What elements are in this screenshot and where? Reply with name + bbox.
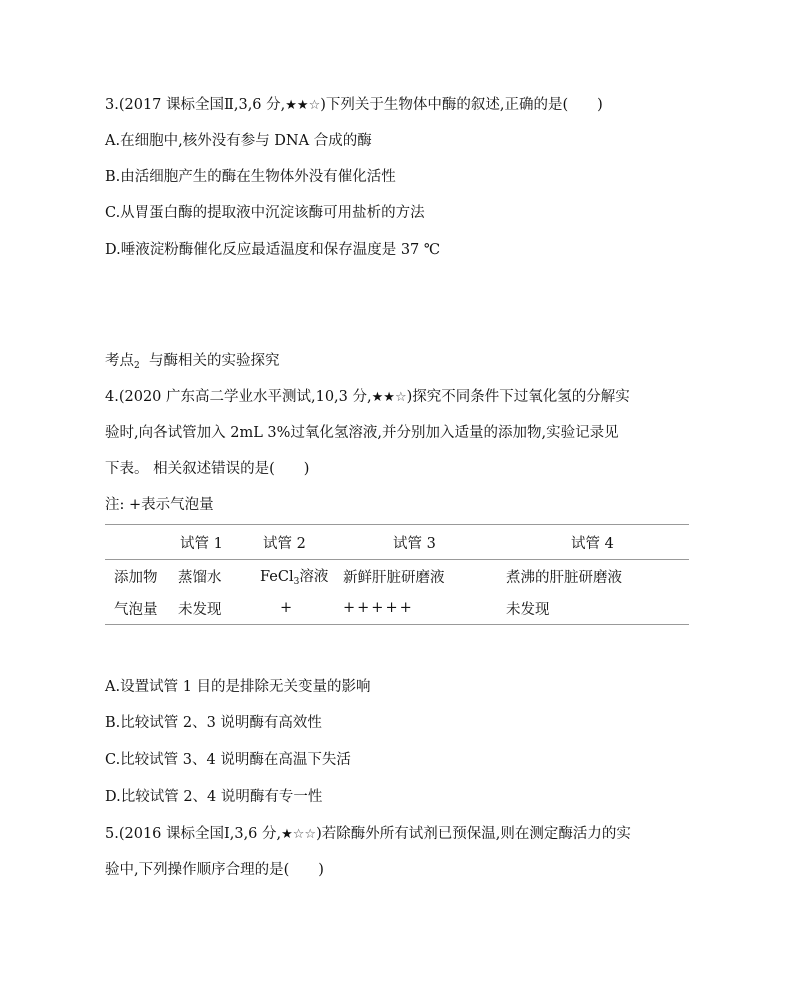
table-cell: 煮沸的肝脏研磨液	[506, 569, 622, 586]
section-heading	[105, 351, 279, 376]
table-cell: 蒸馏水	[178, 569, 222, 586]
table-row	[105, 592, 689, 625]
q3-source: 3.(2017 课标全国Ⅱ,3,6 分,	[105, 97, 286, 113]
q4-stem-line3: 下表。 相关叙述错误的是( )	[105, 461, 310, 477]
section-label: 考点	[105, 353, 134, 369]
row-label: 添加物	[114, 569, 158, 586]
table-cell	[260, 560, 338, 593]
table-header-row	[105, 525, 689, 560]
q5-stem-line2: 验中,下列操作顺序合理的是( )	[105, 862, 324, 878]
table-cell: 新鲜肝脏研磨液	[343, 569, 445, 586]
table-cell: +++++	[343, 600, 414, 616]
section-number: 2	[134, 361, 140, 371]
experiment-table	[105, 524, 689, 625]
q5-question-part1: )若除酶外所有试剂已预保温,则在测定酶活力的实	[316, 826, 631, 842]
difficulty-stars-filled: ★★	[285, 98, 309, 113]
q4-stem-line2: 验时,向各试管加入 2mL 3%过氧化氢溶液,并分别加入适量的添加物,实验记录见	[105, 425, 619, 441]
q4-option-d: D.比较试管 2、4 说明酶有专一性	[105, 789, 323, 805]
difficulty-stars-filled: ★★	[371, 390, 395, 405]
formula-tail: 溶液	[299, 569, 329, 585]
table-row	[105, 560, 689, 593]
q4-option-b: B.比较试管 2、3 说明酶有高效性	[105, 715, 322, 731]
q4-stem-line1	[105, 387, 630, 408]
q3-option-a: A.在细胞中,核外没有参与 DNA 合成的酶	[105, 133, 372, 149]
q3-question: )下列关于生物体中酶的叙述,正确的是( )	[320, 97, 603, 113]
table-header-cell: 试管 3	[393, 535, 436, 552]
formula-subscript: 3	[293, 577, 300, 587]
difficulty-stars-empty: ☆☆	[292, 827, 317, 842]
table-cell: 未发现	[506, 601, 550, 618]
q3-option-d: D.唾液淀粉酶催化反应最适温度和保存温度是 37 ℃	[105, 242, 441, 258]
table-cell: 未发现	[178, 601, 222, 618]
difficulty-stars-empty: ☆	[394, 390, 407, 405]
difficulty-stars-filled: ★	[281, 827, 293, 842]
q3-option-c: C.从胃蛋白酶的提取液中沉淀该酶可用盐析的方法	[105, 205, 425, 221]
table-header-cell: 试管 2	[263, 535, 306, 552]
table-cell: +	[280, 600, 293, 616]
q3-option-b: B.由活细胞产生的酶在生物体外没有催化活性	[105, 169, 396, 185]
table-header-cell	[105, 525, 178, 560]
difficulty-stars-empty: ☆	[308, 98, 321, 113]
q4-option-c: C.比较试管 3、4 说明酶在高温下失活	[105, 752, 351, 768]
table-header-cell: 试管 1	[180, 535, 223, 552]
formula-main: FeCl	[260, 569, 294, 585]
q4-note: 注: +表示气泡量	[105, 497, 214, 513]
section-title: 与酶相关的实验探究	[148, 353, 280, 369]
table-header-cell: 试管 4	[571, 535, 614, 552]
q4-source: 4.(2020 广东高二学业水平测试,10,3 分,	[105, 389, 372, 405]
q5-stem-line1	[105, 824, 631, 845]
q3-stem	[105, 95, 603, 116]
q5-source: 5.(2016 课标全国Ⅰ,3,6 分,	[105, 826, 282, 842]
q4-option-a: A.设置试管 1 目的是排除无关变量的影响	[105, 679, 371, 695]
row-label: 气泡量	[114, 601, 158, 618]
q4-question-part1: )探究不同条件下过氧化氢的分解实	[406, 389, 630, 405]
